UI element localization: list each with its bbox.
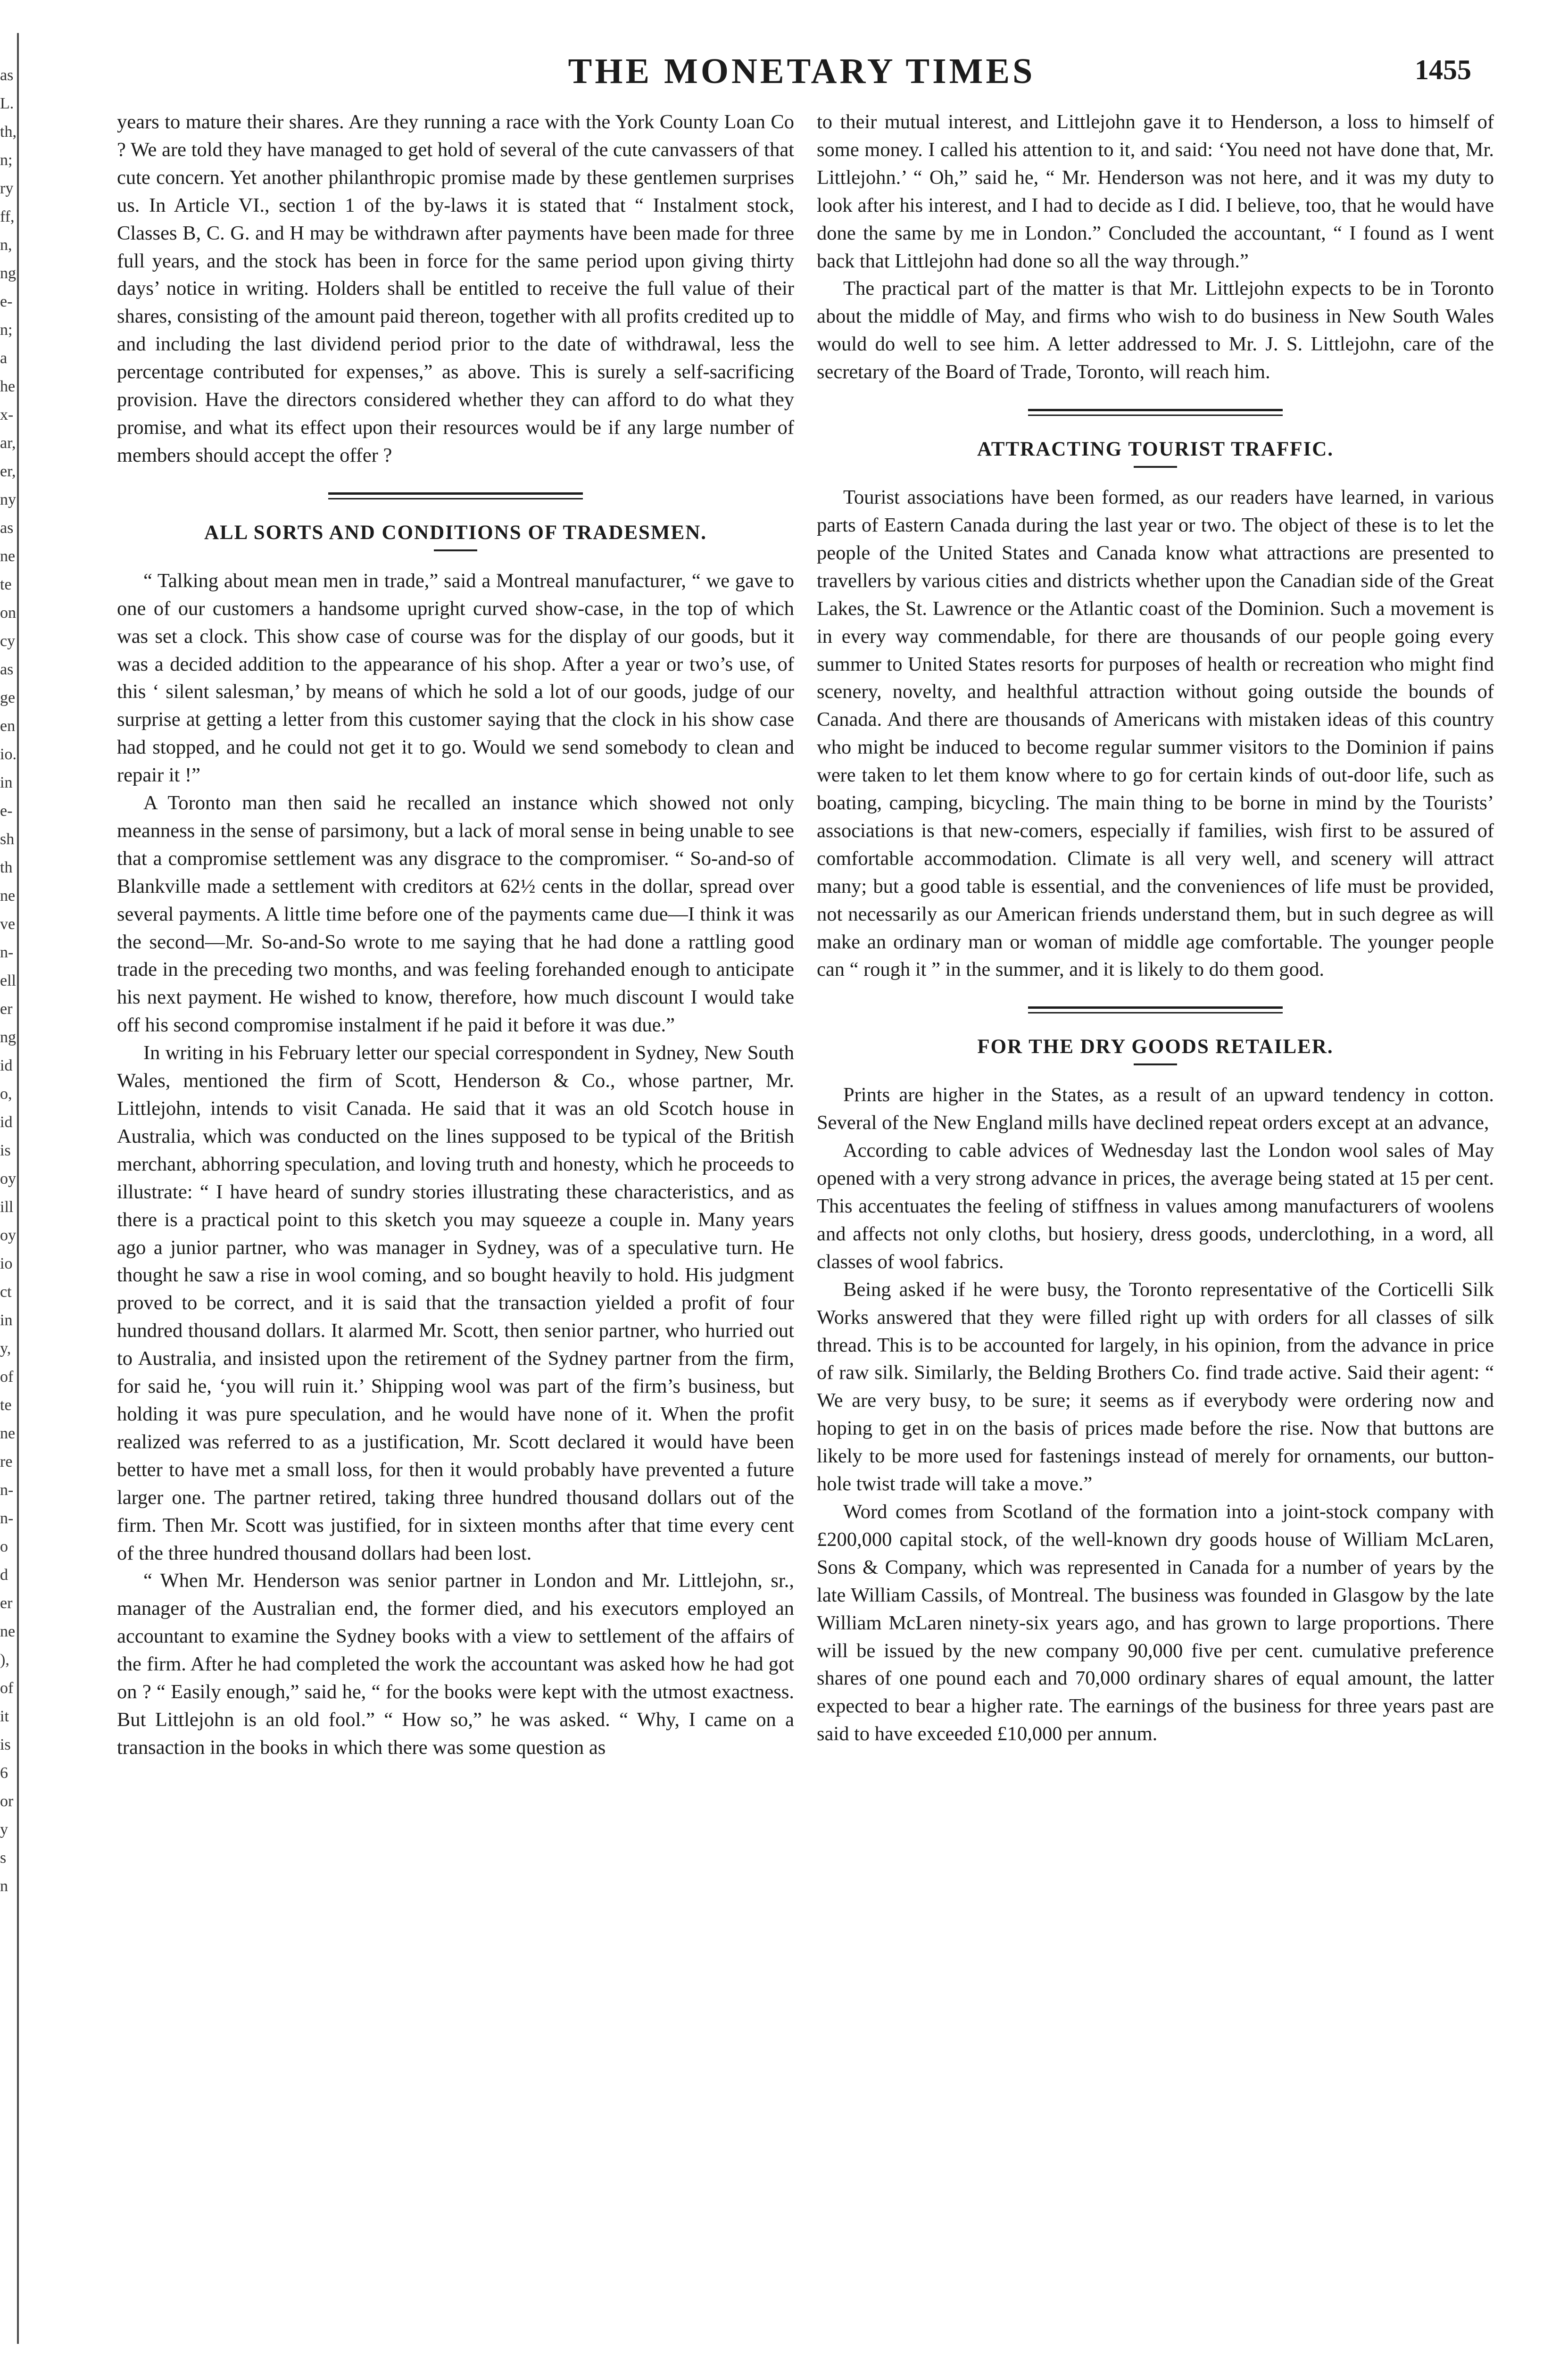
edge-fragment: io. <box>0 746 17 763</box>
edge-fragment: ff, <box>0 208 15 225</box>
edge-fragment: th <box>0 859 13 876</box>
edge-fragment: ill <box>0 1198 14 1216</box>
section-divider <box>1028 1006 1283 1013</box>
edge-fragment: ng <box>0 1029 16 1046</box>
adjacent-page-fragments <box>0 61 28 1901</box>
edge-fragment: y, <box>0 1340 11 1357</box>
edge-fragment: it <box>0 1708 9 1725</box>
edge-fragment: n; <box>0 151 13 169</box>
edge-fragment: in <box>0 1312 13 1329</box>
tourist-article <box>817 484 1494 984</box>
edge-fragment: or <box>0 1793 14 1810</box>
paragraph: Word comes from Scotland of the formation into a joint-stock company with £200,000 capital stock, of the well-known dry goods house of William McLaren, Sons & Company, which was represented in Canada for a number of years by the late William Cassils, of Montreal. The business was founded in Glasgow by the late William McLaren ninety-six years ago, and has grown to large proportions. There will be issued by the new company 90,000 five per cent. cumulative preference shares of one pound each and 70,000 ordinary shares of equal amount, the latter expected to bear a higher rate. The earnings of the business for three years past are said to have exceeded £10,000 per annum. <box>817 1500 1494 1745</box>
edge-fragment: ct <box>0 1283 12 1301</box>
edge-fragment: y <box>0 1821 8 1838</box>
edge-fragment: te <box>0 576 12 593</box>
paragraph: According to cable advices of Wednesday last the London wool sales of May opened with a very strong advance in prices, the average being stated at 15 per cent. This accentuates the feeling of stiffness in values among manufacturers of woolens and affects not only cloths, but hosiery, dress goods, underclothing, in a word, all classes of wool fabrics. <box>817 1139 1494 1273</box>
masthead <box>472 47 1471 99</box>
edge-fragment: x- <box>0 406 14 423</box>
edge-fragment: er <box>0 1594 13 1612</box>
edge-fragment: id <box>0 1057 13 1074</box>
edge-fragment: ), <box>0 1651 9 1669</box>
heading-rule <box>1134 1063 1177 1065</box>
edge-fragment: n; <box>0 321 13 339</box>
heading-rule <box>434 549 477 551</box>
edge-fragment: id <box>0 1113 13 1131</box>
right-column <box>817 108 1494 1748</box>
edge-fragment: as <box>0 661 14 678</box>
paragraph: “ When Mr. Henderson was senior partner in London and Mr. Littlejohn, sr., manager of the Australian end, the former died, and his executors employed an accountant to examine the Sydney books with a view to settlement of the affairs of the firm. After he had completed the work the accountant was asked how he had got on ? “ Easily enough,” said he, “ for the books were kept with the utmost exactness. But Littlejohn is an old fool.” “ How so,” he was asked. “ Why, I came on a transaction in the books in which there was some question as <box>117 1569 794 1759</box>
edge-fragment: cy <box>0 632 16 650</box>
right-intro <box>817 108 1494 386</box>
paragraph: “ Talking about mean men in trade,” said a Montreal manufacturer, “ we gave to one of our customers a handsome upright curved show-case, in the top of which was set a clock. This show case of course was for the display of our goods, but it was a decided addition to the appearance of his shop. After a year or two’s use, of this ‘ silent salesman,’ by means of which he sold a lot of our goods, judge of our surprise at getting a letter from this customer saying that the clock in his show case had stopped, and he could not get it to go. Would we send somebody to clean and repair it !” <box>117 569 794 787</box>
edge-fragment: er, <box>0 463 16 480</box>
heading-rule <box>1134 466 1177 468</box>
edge-fragment: ve <box>0 915 16 933</box>
paragraph: years to mature their shares. Are they running a race with the York County Loan Co ? We are told they have managed to get hold of several of the cute canvassers of that cute concern. Yet another philanthropic promise made by these gentlemen surprises us. In Article VI., section 1 of the by-laws it is stated that “ Instalment stock, Classes B, C. G. and H may be withdrawn after payments have been made for three full years, and the stock has been in force for the same period upon giving thirty days’ notice in writing. Holders shall be entitled to receive the full value of their shares, consisting of the amount paid thereon, together with all profits credited up to and including the last dividend period prior to the date of withdrawal, less the percentage contributed for expenses,” as above. This is surely a self-sacrificing provision. Have the directors considered whether they can afford to do what they promise, and what its effect upon their resources would be if any large number of members should accept the offer ? <box>117 111 794 466</box>
paragraph: Prints are higher in the States, as a result of an upward tendency in cotton. Several of the New England mills have declined repeat orders except at an advance, <box>817 1084 1494 1134</box>
page-number: 1455 <box>1415 54 1471 85</box>
edge-fragment: oy <box>0 1170 16 1187</box>
left-column <box>117 108 794 1762</box>
paragraph: Being asked if he were busy, the Toronto representative of the Corticelli Silk Works answered that they were filled right up with orders for all classes of silk thread. This is to be accounted for largely, in his opinion, from the advance in price of raw silk. Similarly, the Belding Brothers Co. find trade active. Said their agent: “ We are very busy, to be sure; it seems as if everybody were ordering now and hoping to get in on the basis of prices made before the rise. Now that buttons are likely to be more used for fastenings instead of merely for ornaments, our button-hole twist trade will take a move.” <box>817 1278 1494 1495</box>
edge-fragment: e- <box>0 293 13 310</box>
paragraph: In writing in his February letter our special correspondent in Sydney, New South Wales, mentioned the firm of Scott, Henderson & Co., whose partner, Mr. Littlejohn, intends to visit Canada. He said that it was an old Scotch house in Australia, which was conducted on the lines supposed to be typical of the British merchant, abhorring speculation, and loving truth and honesty, which he proceeds to illustrate: “ I have heard of sundry stories illustrating these characteristics, and as there is a practical point to this sketch you may squeeze a couple in. Many years ago a junior partner, who was manager in Sydney, was of a speculative turn. He thought he saw a rise in wool coming, and so bought heavily to hold. His judgment proved to be correct, and it is said that the transaction yielded a profit of four hundred thousand dollars. It alarmed Mr. Scott, then senior partner, who hurried out to Australia, and insisted upon the retirement of the Sydney partner from the firm, for said he, ‘you will ruin it.’ Shipping wool was part of the firm’s business, but holding it was pure speculation, and he would have none of it. When the profit realized was referred to as a justification, Mr. Scott declared it would have been better to have met a small loss, for then it would probably have prevented a future larger one. The partner retired, taking three hundred thousand dollars out of the firm. Then Mr. Scott was justified, for in sixteen months after that time every cent of the three hundred thousand dollars had been lost. <box>117 1042 794 1564</box>
dry-goods-heading: FOR THE DRY GOODS RETAILER. <box>977 1036 1334 1058</box>
edge-fragment: he <box>0 378 16 395</box>
edge-fragment: te <box>0 1396 12 1414</box>
edge-fragment: ng <box>0 265 16 282</box>
edge-fragment: th, <box>0 123 17 141</box>
edge-fragment: ne <box>0 1623 16 1640</box>
paragraph: to their mutual interest, and Littlejohn gave it to Henderson, a loss to himself of some money. I called his attention to it, and said: ‘You need not have done that, Mr. Littlejohn.’ “ Oh,” said he, “ Mr. Henderson was not here, and it was my duty to look after his interest, and I had to decide as I did. I believe, too, that he would have done the same by me in London.” Concluded the accountant, “ I found as I went back that Littlejohn had done so all the way through.” <box>817 111 1494 272</box>
paragraph: Tourist associations have been formed, as our readers have learned, in various parts of Eastern Canada during the last year or two. The object of these is to let the people of the United States and Canada know what attractions are presented to travellers by various cities and districts whether upon the Canadian side of the Great Lakes, the St. Lawrence or the Atlantic coast of the Dominion. Such a movement is in every way commendable, for there are thousands of our people going every summer to United States resorts for purposes of health or recreation who might find scenery, novelty, and healthful attraction without going outside the bounds of Canada. And there are thousands of Americans with mistaken ideas of this country who might be induced to become regular summer visitors to the Dominion if pains were taken to let them know where to go for certain kinds of out-door life, such as boating, camping, bicycling. The main thing to be borne in mind by the Tourists’ associations is that new-comers, especially if families, wish first to be assured of comfortable accommodation. Climate is all very well, and scenery will attract many; but a good table is essential, and the conveniences of life must be provided, not necessarily as our American friends understand them, but in such degree as will make an ordinary man or woman of middle age comfortable. The younger people can “ rough it ” in the summer, and it is likely to do them good. <box>817 486 1494 981</box>
edge-fragment: is <box>0 1142 11 1159</box>
left-intro <box>117 108 794 470</box>
edge-fragment: ry <box>0 180 14 197</box>
edge-fragment: ne <box>0 548 16 565</box>
edge-fragment: ell <box>0 972 16 989</box>
edge-fragment: ge <box>0 689 16 706</box>
edge-fragment: ne <box>0 887 16 905</box>
edge-fragment: re <box>0 1453 13 1470</box>
edge-fragment: s <box>0 1849 7 1867</box>
edge-fragment: n- <box>0 1481 14 1499</box>
edge-fragment: d <box>0 1566 8 1584</box>
edge-fragment: in <box>0 774 13 791</box>
edge-fragment: ar, <box>0 434 16 452</box>
edge-fragment: of <box>0 1368 14 1386</box>
edge-fragment: L. <box>0 95 14 112</box>
edge-fragment: oy <box>0 1227 16 1244</box>
edge-fragment: as <box>0 519 14 537</box>
edge-fragment: o <box>0 1538 8 1555</box>
tradesmen-article <box>117 567 794 1762</box>
edge-fragment: n <box>0 1877 8 1895</box>
edge-fragment: a <box>0 349 8 367</box>
edge-fragment: as <box>0 66 14 84</box>
masthead-title: THE MONETARY TIMES <box>568 51 1036 91</box>
edge-fragment: is <box>0 1736 11 1753</box>
edge-fragment: n- <box>0 1510 14 1527</box>
edge-fragment: sh <box>0 830 15 848</box>
edge-fragment: ne <box>0 1425 16 1442</box>
edge-fragment: e- <box>0 802 13 820</box>
edge-fragment: er <box>0 1000 13 1018</box>
edge-fragment: io <box>0 1255 13 1272</box>
edge-fragment: of <box>0 1679 14 1697</box>
edge-fragment: o, <box>0 1085 12 1103</box>
paragraph: The practical part of the matter is that Mr. Littlejohn expects to be in Toronto about the middle of May, and firms who wish to do business in New South Wales would do well to see him. A letter addressed to Mr. J. S. Littlejohn, care of the secretary of the Board of Trade, Toronto, will reach him. <box>817 277 1494 383</box>
section-divider <box>1028 409 1283 416</box>
edge-fragment: en <box>0 717 16 735</box>
section-divider <box>328 492 583 499</box>
paragraph: A Toronto man then said he recalled an instance which showed not only meanness in the sense of parsimony, but a lack of moral sense in being unable to see that a compromise settlement was any disgrace to the compromiser. “ So-and-so of Blankville made a settlement with creditors at 62½ cents in the dollar, spread over several payments. A little time before one of the payments came due—I think it was the second—Mr. So-and-So wrote to me saying that he had done a rattling good trade in the preceding two months, and was feeling forehanded enough to anticipate his next payment. He wished to know, therefore, how much discount I would take off his second compromise instalment if he paid it before it was due.” <box>117 792 794 1037</box>
dry-goods-article <box>817 1081 1494 1748</box>
edge-fragment: n- <box>0 944 14 961</box>
edge-fragment: ny <box>0 491 16 508</box>
edge-fragment: on <box>0 604 16 622</box>
tradesmen-heading: ALL SORTS AND CONDITIONS OF TRADESMEN. <box>204 521 707 544</box>
tourist-heading: ATTRACTING TOURIST TRAFFIC. <box>977 438 1334 461</box>
edge-fragment: n, <box>0 236 12 254</box>
edge-fragment: 6 <box>0 1764 8 1782</box>
